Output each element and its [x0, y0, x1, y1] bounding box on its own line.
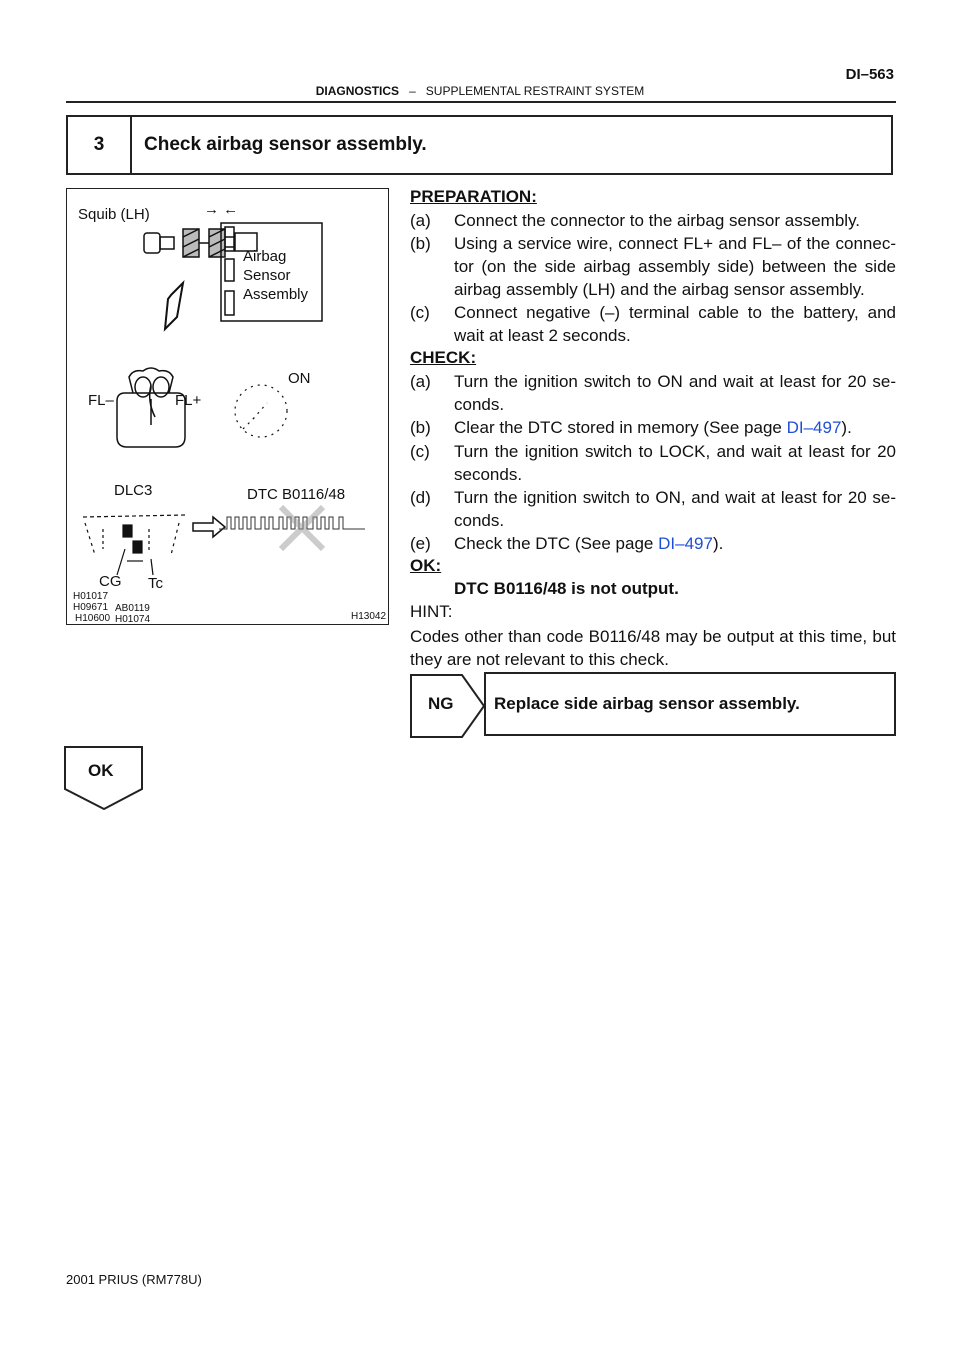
prep-c-letter: (c): [410, 303, 430, 322]
right-arrow-icon: [193, 517, 225, 537]
ng-action-box: [484, 672, 896, 736]
header-subsection: SUPPLEMENTAL RESTRAINT SYSTEM: [425, 84, 645, 98]
prep-c-text: Connect negative (–) terminal cable to the battery, and wait at least 2 seconds.: [454, 303, 896, 345]
figure-code-mid-1: AB0119: [115, 603, 150, 614]
sensor-label-3: Assembly: [243, 286, 309, 303]
check-d-text: Turn the ignition switch to ON, and wait at least for 20 se-conds.: [454, 488, 896, 530]
check-b-text: [454, 416, 896, 439]
prep-b-text: Using a service wire, connect FL+ and FL– of the connec-tor (on the side airbag assembly side) between the side airbag assembly (LH) and the airbag sensor assembly.: [454, 234, 896, 299]
ng-label: NG: [428, 694, 454, 713]
sensor-label-2: Sensor: [243, 267, 291, 284]
prep-b-letter: (b): [410, 234, 431, 253]
ok-label: OK: [88, 761, 114, 780]
figure-code-right: H13042: [351, 611, 387, 622]
ok-heading: OK:: [410, 556, 442, 575]
ng-action-text: Replace side airbag sensor assembly.: [494, 694, 800, 713]
down-arrow-icon: [165, 283, 183, 329]
fl-minus-label: FL–: [88, 392, 114, 409]
fl-plus-label: FL+: [175, 392, 202, 409]
figure-code-left-2: H09671: [73, 602, 109, 613]
tc-label: Tc: [148, 575, 163, 592]
wiring-figure: [66, 188, 389, 625]
direction-arrows: → ←: [204, 201, 239, 218]
figure-code-left-1: H01017: [73, 591, 109, 602]
page-link-di497[interactable]: DI–497: [786, 418, 842, 437]
hint-heading: HINT:: [410, 602, 453, 621]
check-e-post: ).: [712, 534, 724, 553]
prep-a-letter: (a): [410, 211, 431, 230]
squib-label: Squib (LH): [78, 206, 150, 223]
sensor-label-1: Airbag: [243, 248, 287, 265]
step-title: Check airbag sensor assembly.: [144, 134, 427, 155]
check-c-text: Turn the ignition switch to LOCK, and wait at least for 20 seconds.: [454, 442, 896, 484]
check-d-letter: (d): [410, 488, 431, 507]
check-c-letter: (c): [410, 442, 430, 461]
step-box: [66, 115, 893, 175]
page-link-di497-2[interactable]: DI–497: [658, 534, 713, 553]
figure-code-left-3: H10600: [75, 613, 111, 624]
check-e-letter: (e): [410, 534, 431, 553]
ignition-switch-icon: [235, 385, 287, 437]
header-rule: [66, 101, 896, 103]
prep-a-text: Connect the connector to the airbag sensor assembly.: [454, 211, 861, 230]
header-separator: –: [409, 84, 416, 98]
check-b-post: ).: [841, 418, 852, 437]
squib-connector: [144, 229, 257, 257]
check-a-text: Turn the ignition switch to ON and wait at least for 20 se-conds.: [454, 372, 896, 414]
check-e-pre: Check the DTC (See page: [454, 534, 659, 553]
running-header: [0, 84, 960, 98]
cg-label: CG: [99, 573, 122, 590]
on-label: ON: [288, 370, 311, 387]
dlc3-label: DLC3: [114, 482, 153, 499]
check-a-letter: (a): [410, 372, 431, 391]
dtc-waveform: [219, 507, 365, 549]
step-number: 3: [68, 117, 132, 173]
header-section: DIAGNOSTICS: [315, 84, 400, 98]
dlc3-connector: [83, 515, 185, 575]
check-e-text: [454, 532, 896, 555]
figure-code-mid-2: H01074: [115, 614, 151, 625]
ok-result-text: DTC B0116/48 is not output.: [454, 579, 679, 598]
hint-text: Codes other than code B0116/48 may be output at this time, but they are not relevant to this check.: [410, 627, 896, 669]
check-b-letter: (b): [410, 418, 431, 437]
figure-illustration: [67, 189, 388, 624]
footer-model: 2001 PRIUS (RM778U): [66, 1272, 202, 1287]
check-heading: CHECK:: [410, 348, 477, 367]
dtc-label: DTC B0116/48: [247, 486, 346, 503]
page-number: DI–563: [845, 66, 894, 83]
check-b-pre: Clear the DTC stored in memory (See page: [454, 418, 787, 437]
preparation-heading: PREPARATION:: [410, 187, 537, 206]
